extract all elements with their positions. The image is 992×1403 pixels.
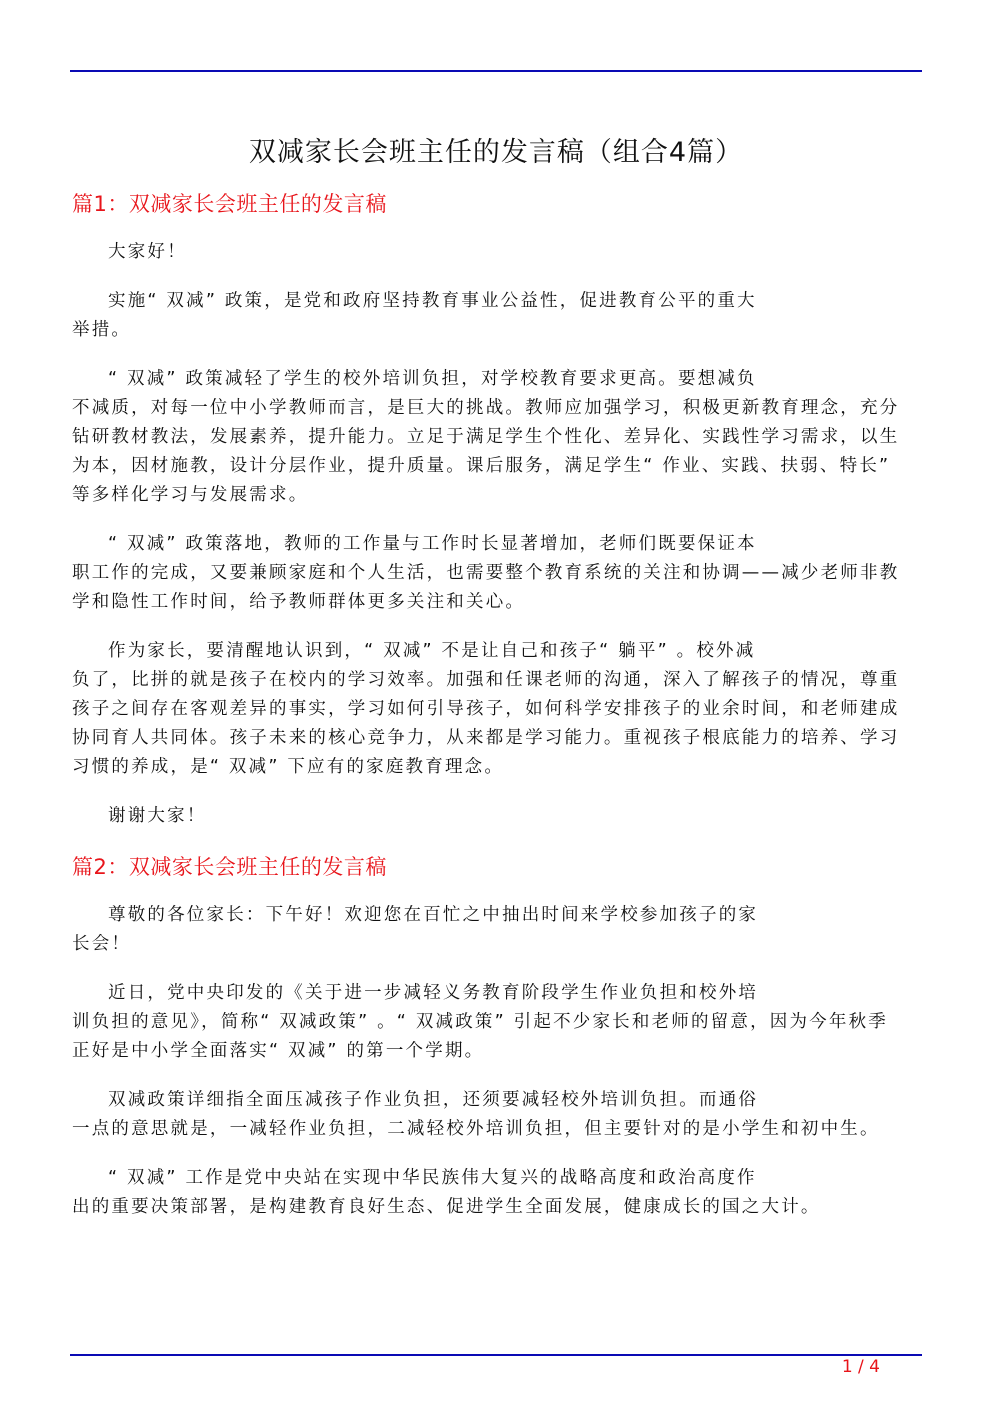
document-body (72, 188, 922, 1222)
text-line: 作为家长，要清醒地认识到，“ 双减” 不是让自己和孩子“ 躺平” 。校外减 (108, 641, 756, 661)
text-line: 负了，比拼的就是孩子在校内的学习效率。加强和任课老师的沟通，深入了解孩子的情况，尊重 (72, 670, 900, 690)
header-rule (70, 70, 922, 72)
text-line: 职工作的完成，又要兼顾家庭和个人生活，也需要整个教育系统的关注和协调——减少老师非教 (72, 563, 900, 583)
text-line: 近日，党中央印发的《关于进一步减轻义务教育阶段学生作业负担和校外培 (108, 983, 759, 1003)
paragraph (72, 530, 922, 617)
paragraph (72, 637, 922, 782)
text-line: 出的重要决策部署，是构建教育良好生态、促进学生全面发展，健康成长的国之大计。 (72, 1197, 821, 1217)
paragraph (72, 1164, 922, 1222)
text-line: 学和隐性工作时间，给予教师群体更多关注和关心。 (72, 592, 526, 612)
text-line: 协同育人共同体。孩子未来的核心竞争力，从来都是学习能力。重视孩子根底能力的培养、学习 (72, 728, 900, 748)
text-line: 长会！ (72, 934, 132, 954)
paragraph (72, 1086, 922, 1144)
text-line: 正好是中小学全面落实“ 双减” 的第一个学期。 (72, 1041, 485, 1061)
page-number: 1 / 4 (841, 1357, 880, 1377)
text-line: 不减质，对每一位中小学教师而言，是巨大的挑战。教师应加强学习，积极更新教育理念，充分 (72, 398, 900, 418)
paragraph (72, 901, 922, 959)
text-line: “ 双减” 政策减轻了学生的校外培训负担，对学校教育要求更高。要想减负 (108, 369, 757, 389)
text-line: 举措。 (72, 320, 132, 340)
text-line: “ 双减” 政策落地，教师的工作量与工作时长显著增加，老师们既要保证本 (108, 534, 757, 554)
paragraph (72, 238, 922, 267)
text-line: 大家好！ (108, 242, 187, 262)
text-line: 一点的意思就是，一减轻作业负担，二减轻校外培训负担，但主要针对的是小学生和初中生。 (72, 1119, 880, 1139)
text-line: 实施“ 双减” 政策，是党和政府坚持教育事业公益性，促进教育公平的重大 (108, 291, 757, 311)
text-line: 习惯的养成，是“ 双减” 下应有的家庭教育理念。 (72, 757, 505, 777)
section-heading: 篇2：双减家长会班主任的发言稿 (72, 855, 387, 879)
paragraph (72, 365, 922, 510)
text-line: 为本，因材施教，设计分层作业，提升质量。课后服务，满足学生“ 作业、实践、扶弱、特长” (72, 456, 891, 476)
paragraph (72, 287, 922, 345)
document-title: 双减家长会班主任的发言稿（组合4篇） (248, 137, 744, 168)
section (72, 851, 922, 1222)
text-line: 训负担的意见》，简称“ 双减政策” 。“ 双减政策” 引起不少家长和老师的留意，因为今年秋季 (72, 1012, 888, 1032)
footer-rule (70, 1354, 922, 1356)
text-line: 谢谢大家！ (108, 806, 207, 826)
section (72, 188, 922, 831)
paragraph (72, 979, 922, 1066)
section-heading: 篇1：双减家长会班主任的发言稿 (72, 192, 387, 216)
text-line: “ 双减” 工作是党中央站在实现中华民族伟大复兴的战略高度和政治高度作 (108, 1168, 757, 1188)
text-line: 尊敬的各位家长：下午好！欢迎您在百忙之中抽出时间来学校参加孩子的家 (108, 905, 759, 925)
text-line: 钻研教材教法，发展素养，提升能力。立足于满足学生个性化、差异化、实践性学习需求，以生 (72, 427, 900, 447)
paragraph (72, 802, 922, 831)
text-line: 孩子之间存在客观差异的事实，学习如何引导孩子，如何科学安排孩子的业余时间，和老师建成 (72, 699, 900, 719)
text-line: 双减政策详细指全面压减孩子作业负担，还须要减轻校外培训负担。而通俗 (108, 1090, 759, 1110)
text-line: 等多样化学习与发展需求。 (72, 485, 309, 505)
